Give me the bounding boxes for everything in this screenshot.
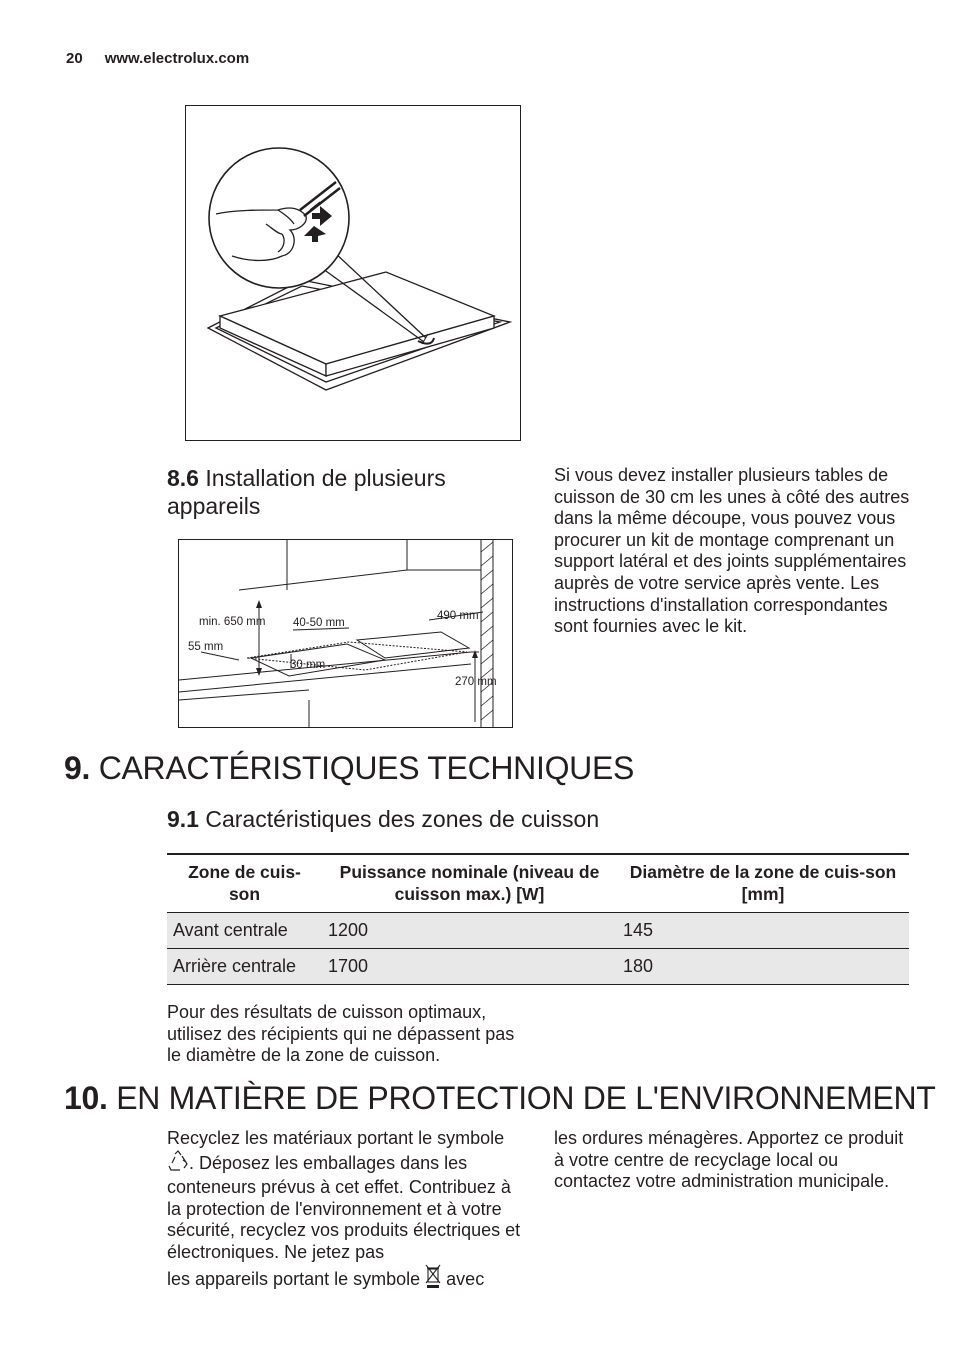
section-8-6-heading bbox=[167, 464, 497, 520]
section-number: 8.6 bbox=[167, 465, 199, 491]
dimension-drawing bbox=[179, 540, 512, 727]
table-cell: Arrière centrale bbox=[167, 949, 322, 985]
section-10-column-1 bbox=[167, 1128, 525, 1293]
page-number: 20 bbox=[66, 50, 83, 67]
label-min-650: min. 650 mm bbox=[199, 616, 266, 628]
seal-installation-drawing bbox=[186, 106, 520, 440]
table-row bbox=[167, 949, 909, 985]
env-text-part3b: avec bbox=[446, 1268, 485, 1289]
website: www.electrolux.com bbox=[104, 50, 250, 67]
page-header bbox=[66, 50, 249, 67]
section-number: 10. bbox=[64, 1080, 108, 1116]
label-30: 30 mm bbox=[290, 659, 326, 671]
table-cell: 180 bbox=[617, 949, 909, 985]
section-9-1-note: Pour des résultats de cuisson optimaux, utilisez des récipients qui ne dépassent pas le diamètre de la zone de cuisson. bbox=[167, 1002, 515, 1066]
section-number: 9.1 bbox=[167, 806, 199, 832]
crossed-bin-icon bbox=[425, 1264, 441, 1294]
table-cell: 145 bbox=[617, 913, 909, 949]
table-cell: 1700 bbox=[322, 949, 617, 985]
table-cell: 1200 bbox=[322, 913, 617, 949]
recycle-icon bbox=[167, 1150, 189, 1178]
multiple-hob-dimension-diagram bbox=[178, 539, 513, 728]
label-490: 490 mm bbox=[437, 610, 479, 622]
table-header-row bbox=[167, 854, 909, 913]
table-row bbox=[167, 913, 909, 949]
section-9-1-heading bbox=[167, 805, 599, 833]
section-10-column-2: les ordures ménagères. Apportez ce produit à votre centre de recyclage local ou contactez votre administration municipale. bbox=[554, 1128, 904, 1192]
section-number: 9. bbox=[64, 750, 91, 786]
column-header: Zone de cuis-son bbox=[167, 854, 322, 913]
env-text-line1: Recyclez les matériaux portant le symbole bbox=[167, 1128, 505, 1148]
column-header: Diamètre de la zone de cuis-son [mm] bbox=[617, 854, 909, 913]
seal-installation-illustration bbox=[185, 105, 521, 441]
section-title: EN MATIÈRE DE PROTECTION DE L'ENVIRONNEMENT bbox=[116, 1080, 936, 1116]
label-270: 270 mm bbox=[455, 676, 497, 688]
section-10-heading bbox=[64, 1080, 936, 1117]
section-title: CARACTÉRISTIQUES TECHNIQUES bbox=[98, 750, 635, 786]
section-8-6-body: Si vous devez installer plusieurs tables de cuisson de 30 cm les unes à côté des autres dans la même découpe, vous pouvez vous procurer un kit de montage comprenant un support latéral et des joints supplémentaires auprès de votre service après vente. Les instructions d'installation correspondantes sont fournies avec le kit. bbox=[554, 465, 910, 637]
label-55: 55 mm bbox=[188, 641, 224, 653]
env-text-part3a: les appareils portant le symbole bbox=[167, 1268, 421, 1289]
env-text-part2: . Déposez les emballages dans les conteneurs prévus à cet effet. Contribuez à la protection de l'environnement et à votre sécurité, recyclez vos produits électriques et électroniques. Ne jetez pas bbox=[167, 1152, 521, 1262]
table-cell: Avant centrale bbox=[167, 913, 322, 949]
column-header: Puissance nominale (niveau de cuisson max.) [W] bbox=[322, 854, 617, 913]
label-40-50: 40-50 mm bbox=[293, 617, 345, 629]
section-title: Caractéristiques des zones de cuisson bbox=[205, 806, 600, 832]
section-title: Installation de plusieurs appareils bbox=[167, 465, 446, 519]
section-9-heading bbox=[64, 750, 634, 787]
cooking-zone-spec-table bbox=[167, 853, 909, 985]
